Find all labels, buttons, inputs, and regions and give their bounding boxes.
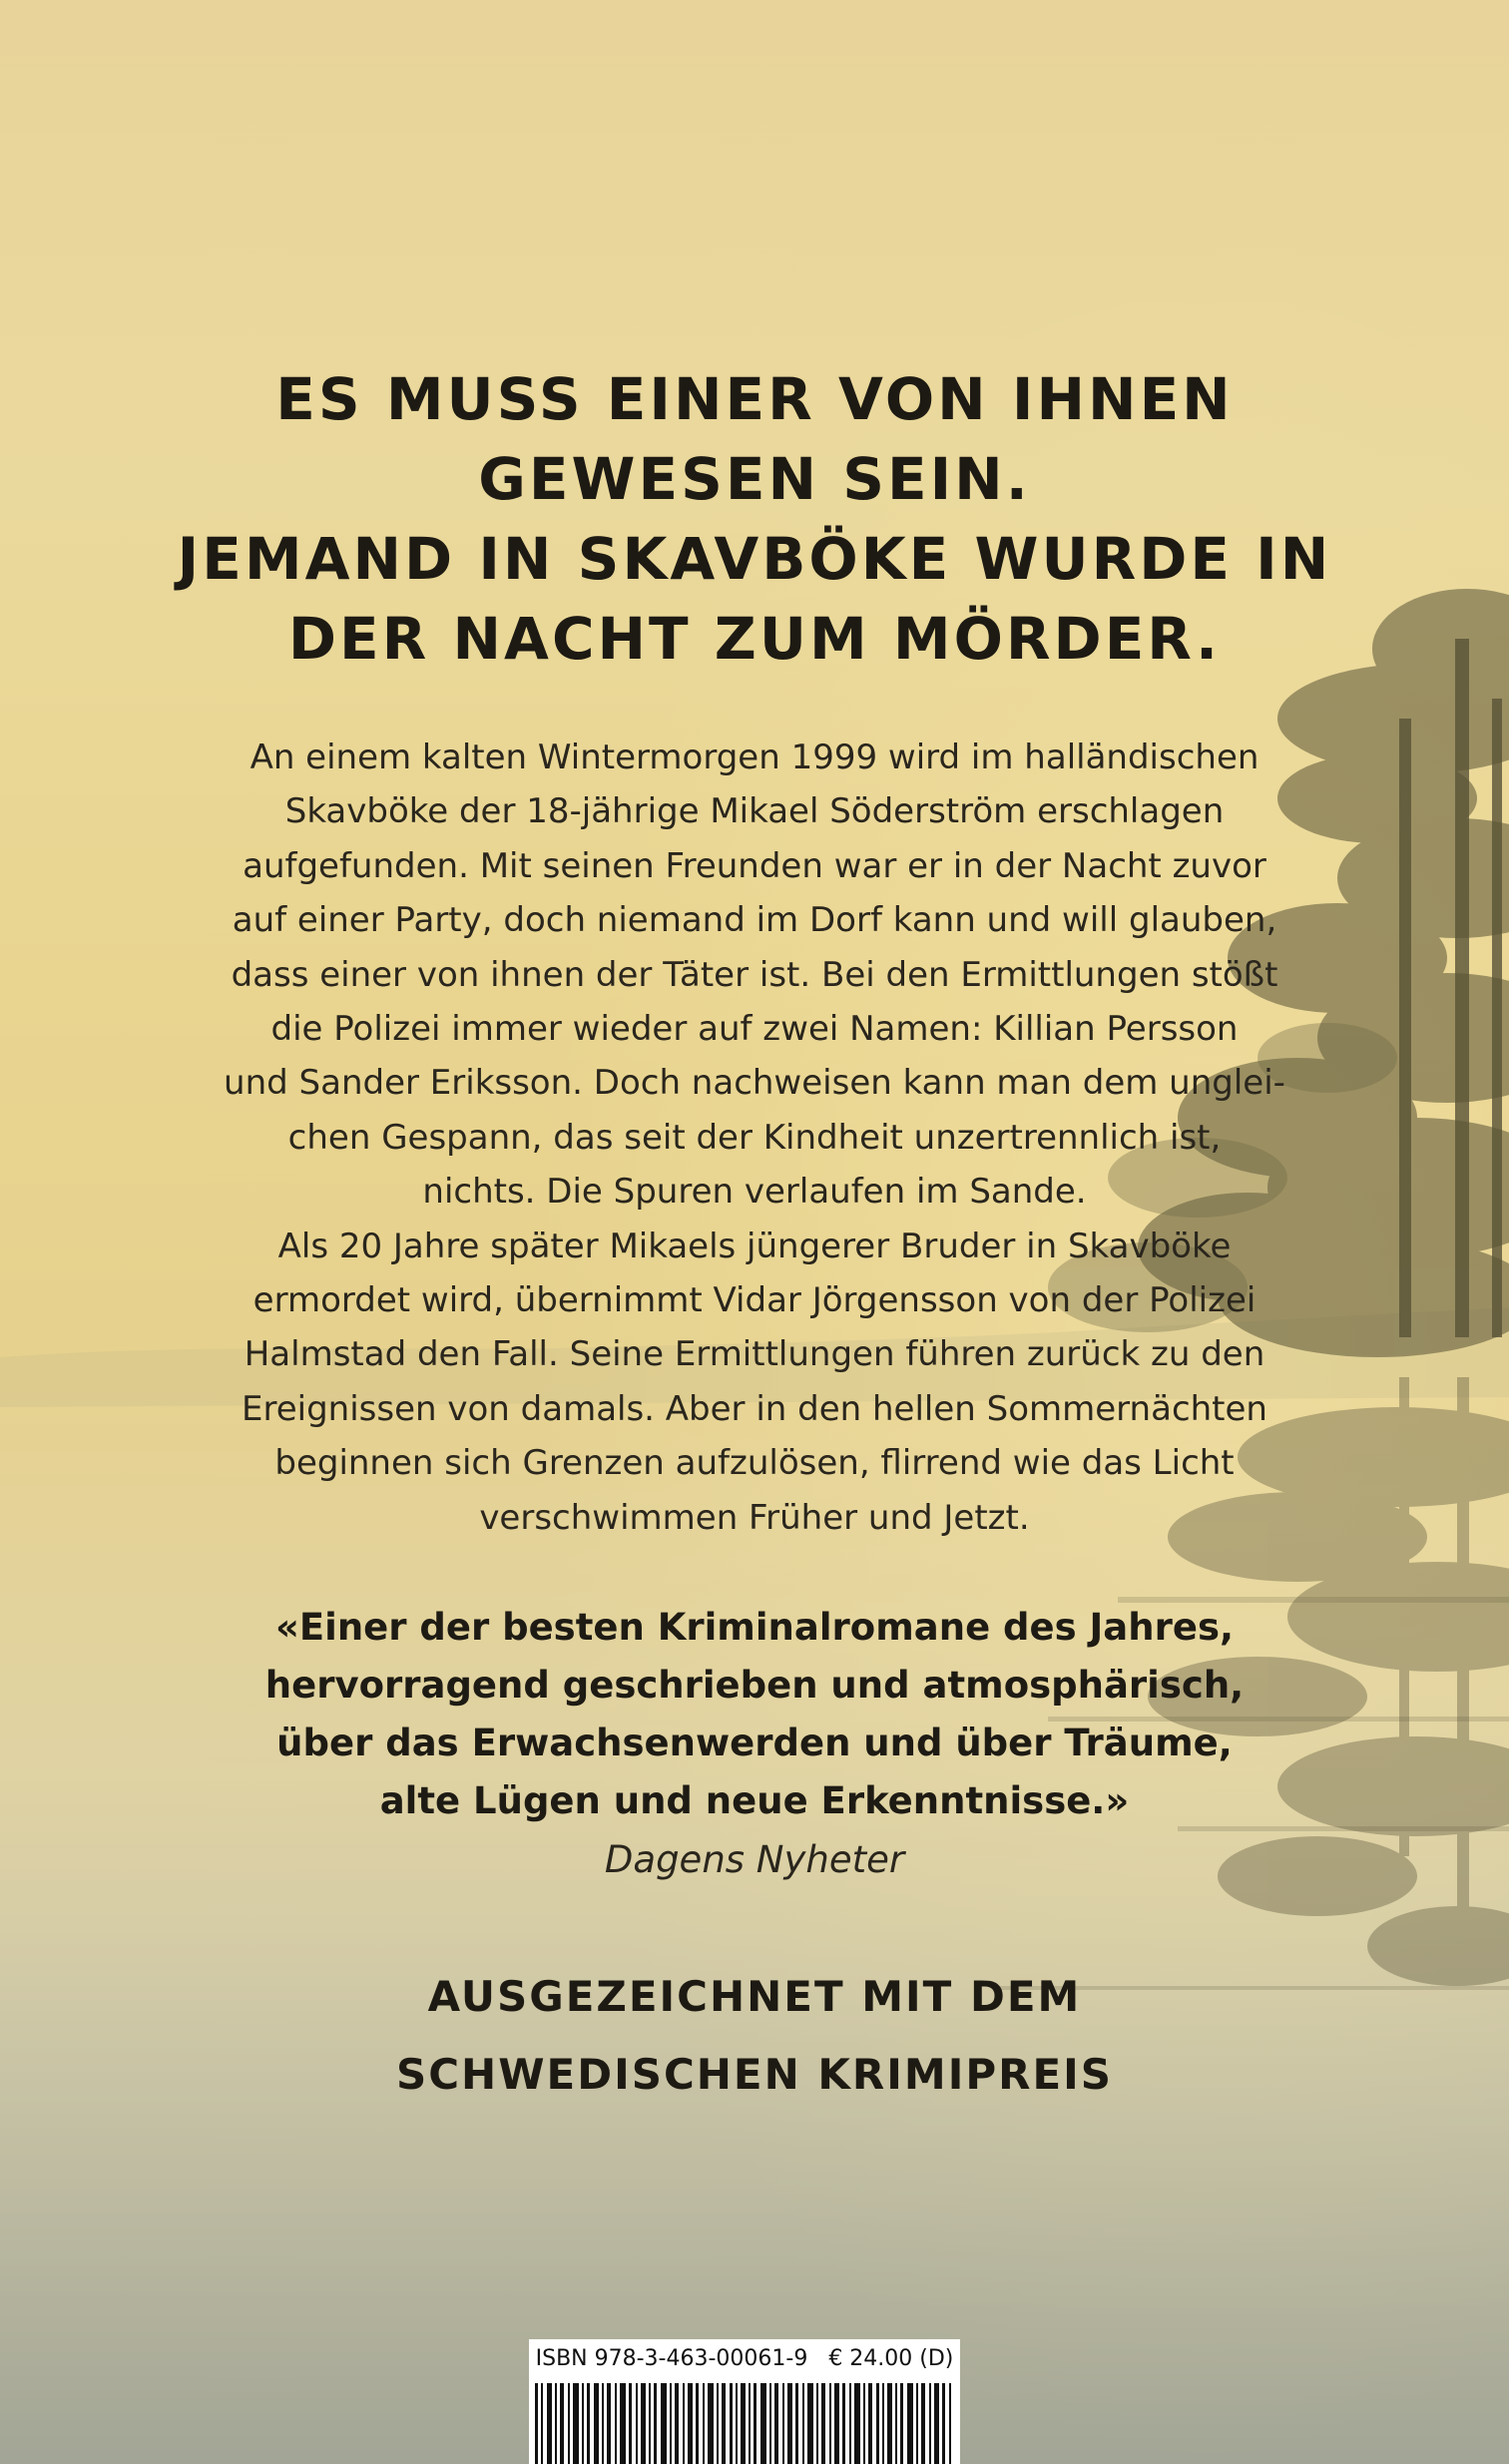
blurb-line: aufgefunden. Mit seinen Freunden war er in der Nacht zuvor xyxy=(243,845,1266,886)
award-note xyxy=(200,1958,1309,2114)
blurb-line: nichts. Die Spuren verlaufen im Sande. xyxy=(422,1172,1087,1213)
headline xyxy=(150,359,1359,679)
isbn-barcode-box xyxy=(529,2339,960,2464)
quote-line: alte Lügen und neue Erkenntnisse.» xyxy=(379,1779,1130,1822)
quote-line: über das Erwachsenwerden und über Träume, xyxy=(276,1722,1233,1764)
headline-line: GEWESEN SEIN. xyxy=(478,445,1031,513)
blurb-line: Ereignissen von damals. Aber in den hellen Sommernächten xyxy=(242,1388,1267,1429)
barcode-image xyxy=(535,2383,954,2464)
headline-line: ES MUSS EINER VON IHNEN xyxy=(275,365,1234,433)
blurb-line: Skavböke der 18-jährige Mikael Söderström erschlagen xyxy=(284,791,1225,832)
blurb-line: die Polizei immer wieder auf zwei Namen: Killian Persson xyxy=(270,1009,1239,1050)
blurb-line: chen Gespann, das seit der Kindheit unzertrennlich ist, xyxy=(287,1117,1222,1158)
blurb-line: Als 20 Jahre später Mikaels jüngerer Bruder in Skavböke xyxy=(277,1226,1232,1266)
blurb-line: verschwimmen Früher und Jetzt. xyxy=(479,1497,1030,1538)
price: € 24.00 (D) xyxy=(828,2346,954,2371)
blurb-line: beginnen sich Grenzen aufzulösen, flirrend wie das Licht xyxy=(274,1443,1235,1484)
blurb-line: auf einer Party, doch niemand im Dorf kann und will glauben, xyxy=(232,900,1277,941)
quote-line: hervorragend geschrieben und atmosphärisch, xyxy=(264,1664,1245,1707)
blurb-line: Halmstad den Fall. Seine Ermittlungen führen zurück zu den xyxy=(244,1334,1265,1375)
isbn-price-line xyxy=(529,2345,960,2373)
quote-line: «Einer der besten Kriminalromane des Jahres, xyxy=(274,1606,1235,1649)
blurb-line: ermordet wird, übernimmt Vidar Jörgensson von der Polizei xyxy=(252,1280,1257,1321)
blurb-line: An einem kalten Wintermorgen 1999 wird im halländischen xyxy=(250,738,1259,777)
quote-source: Dagens Nyheter xyxy=(604,1838,905,1881)
blurb-line: und Sander Eriksson. Doch nachweisen kann man dem unglei- xyxy=(224,1063,1285,1104)
blurb xyxy=(140,731,1369,1545)
award-line: SCHWEDISCHEN KRIMIPREIS xyxy=(395,2050,1114,2099)
blurb-line: dass einer von ihnen der Täter ist. Bei den Ermittlungen stößt xyxy=(231,954,1278,995)
headline-line: DER NACHT ZUM MÖRDER. xyxy=(287,605,1222,673)
isbn-number: ISBN 978-3-463-00061-9 xyxy=(535,2346,808,2371)
headline-line: JEMAND IN SKAVBÖKE WURDE IN xyxy=(177,525,1332,593)
award-line: AUSGEZEICHNET MIT DEM xyxy=(427,1972,1082,2021)
review-quote xyxy=(140,1599,1369,1830)
